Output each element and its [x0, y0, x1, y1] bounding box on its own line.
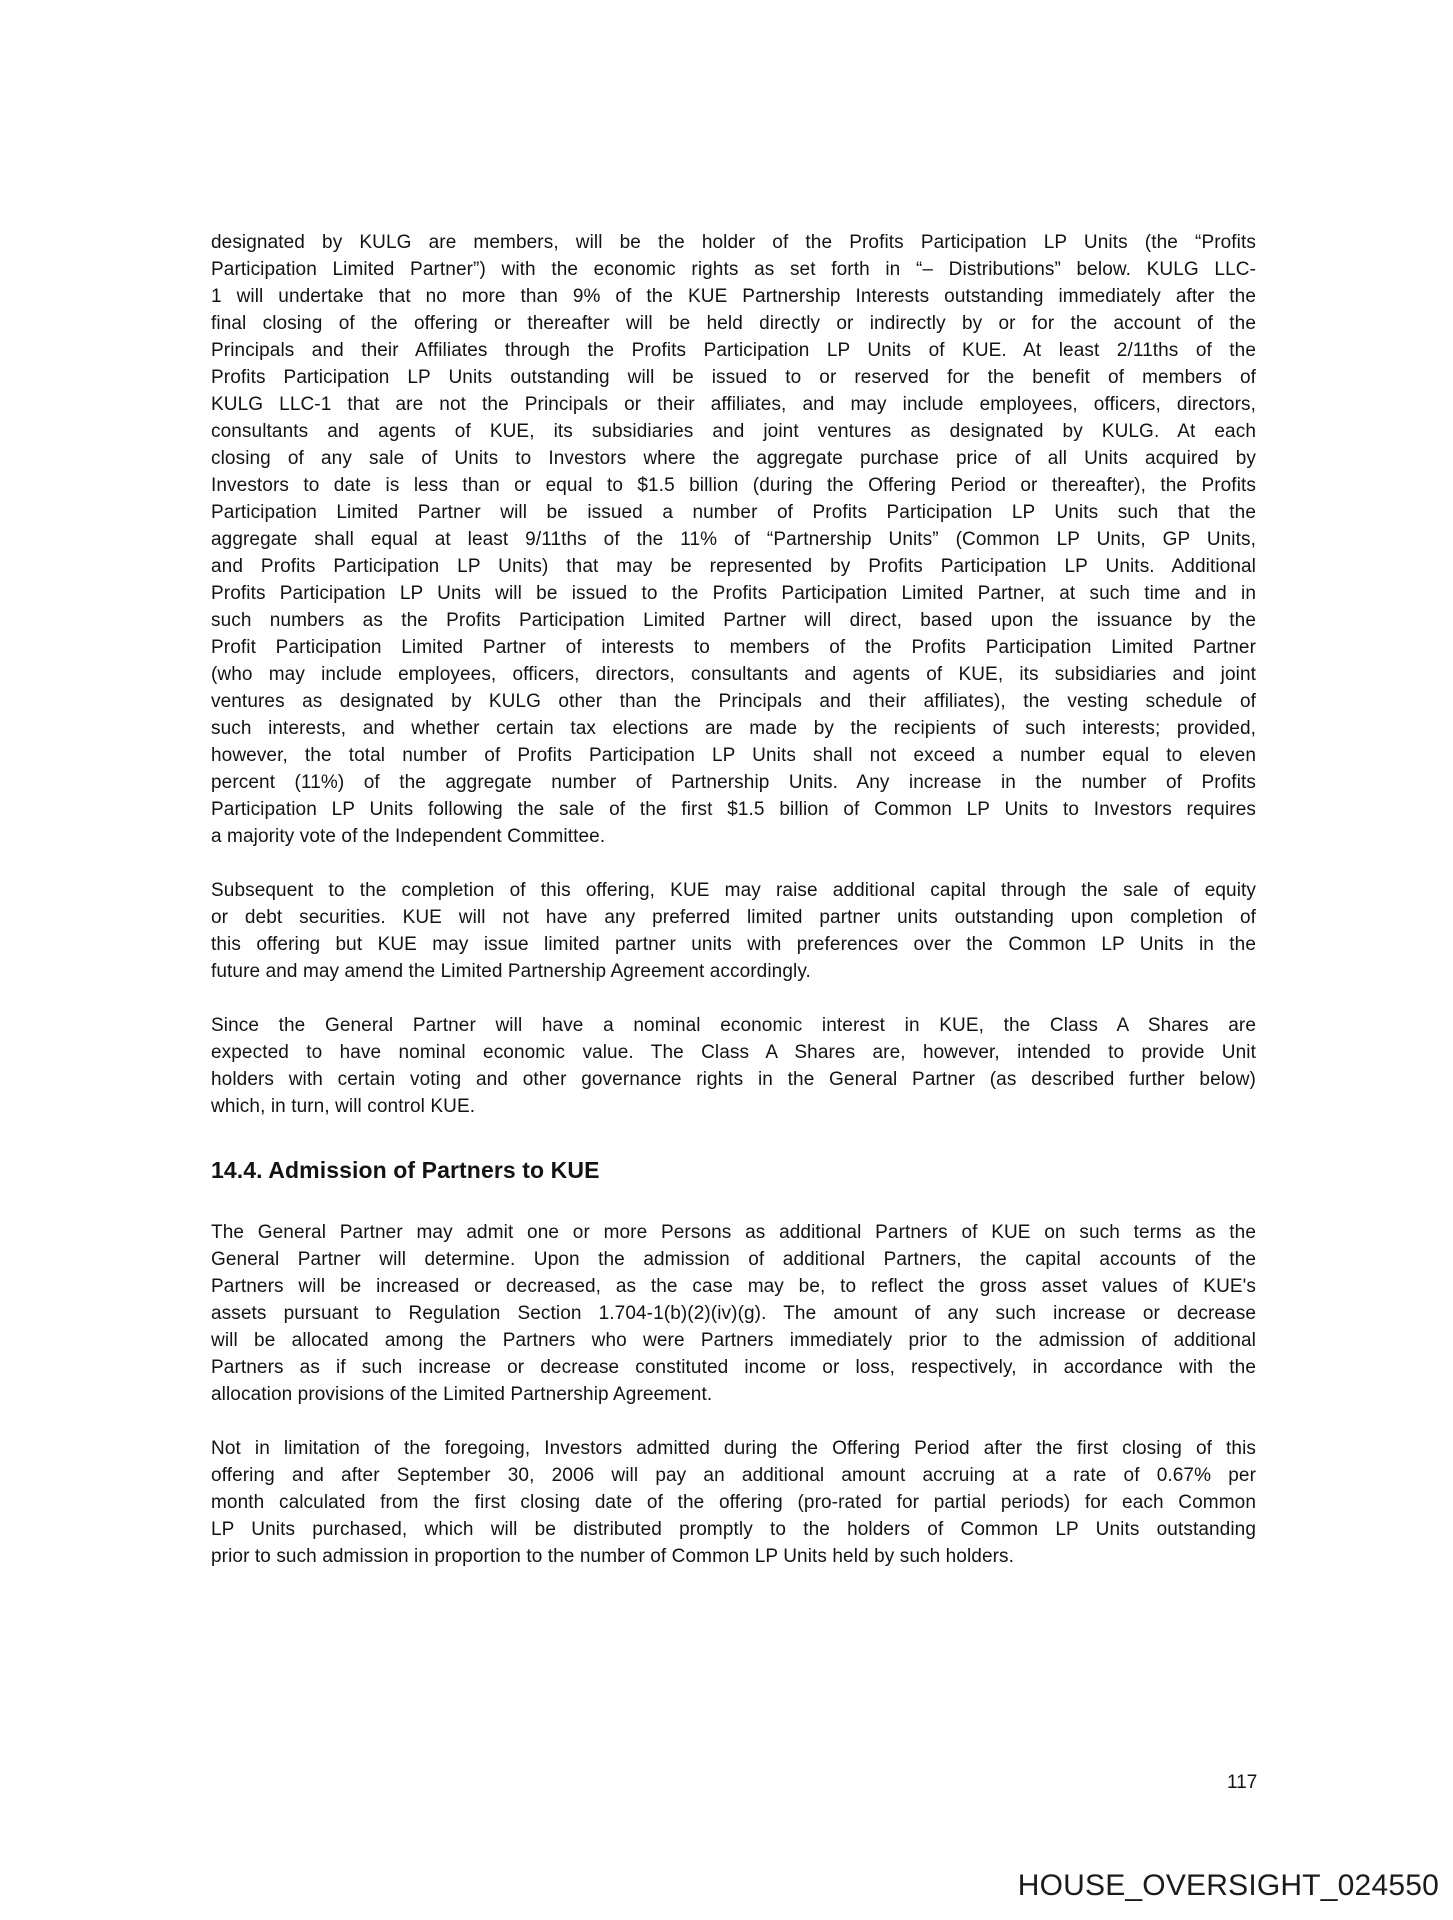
text-line: Subsequent to the completion of this offering, KUE may raise additional capital through the sale of equity: [211, 880, 1256, 901]
text-line: Not in limitation of the foregoing, Investors admitted during the Offering Period after the first closing of this: [211, 1438, 1256, 1459]
paragraph: [211, 877, 1256, 985]
text-line: Profit Participation Limited Partner of interests to members of the Profits Participation Limited Partner: [211, 637, 1256, 658]
text-line: percent (11%) of the aggregate number of Partnership Units. Any increase in the number of Profits: [211, 772, 1256, 793]
page-number: 117: [1227, 1772, 1258, 1793]
text-line: expected to have nominal economic value. The Class A Shares are, however, intended to provide Unit: [211, 1042, 1256, 1063]
text-line: Participation Limited Partner”) with the economic rights as set forth in “– Distributions” below. KULG LLC-: [211, 259, 1256, 280]
text-line: month calculated from the first closing date of the offering (pro-rated for partial periods) for each Common: [211, 1492, 1256, 1513]
text-line: Principals and their Affiliates through the Profits Participation LP Units of KUE. At least 2/11ths of the: [211, 340, 1256, 361]
text-line: final closing of the offering or thereafter will be held directly or indirectly by or for the account of the: [211, 313, 1256, 334]
text-line: Participation LP Units following the sale of the first $1.5 billion of Common LP Units to Investors requires: [211, 799, 1256, 820]
text-line: 1 will undertake that no more than 9% of the KUE Partnership Interests outstanding immediately after the: [211, 286, 1256, 307]
text-line: assets pursuant to Regulation Section 1.704-1(b)(2)(iv)(g). The amount of any such increase or decrease: [211, 1303, 1256, 1324]
text-line: and Profits Participation LP Units) that may be represented by Profits Participation LP Units. Additional: [211, 556, 1256, 577]
section-heading: 14.4. Admission of Partners to KUE: [211, 1157, 600, 1183]
text-line: such numbers as the Profits Participation Limited Partner will direct, based upon the issuance by the: [211, 610, 1256, 631]
text-line: prior to such admission in proportion to the number of Common LP Units held by such holders.: [211, 1546, 1015, 1567]
paragraph: [211, 229, 1256, 850]
text-line: KULG LLC-1 that are not the Principals or their affiliates, and may include employees, officers, directors,: [211, 394, 1256, 415]
text-line: The General Partner may admit one or more Persons as additional Partners of KUE on such terms as the: [211, 1222, 1256, 1243]
text-line: ventures as designated by KULG other than the Principals and their affiliates), the vesting schedule of: [211, 691, 1256, 712]
paragraph: [211, 1219, 1256, 1408]
text-line: closing of any sale of Units to Investors where the aggregate purchase price of all Units acquired by: [211, 448, 1256, 469]
text-line: however, the total number of Profits Participation LP Units shall not exceed a number equal to eleven: [211, 745, 1256, 766]
text-line: Participation Limited Partner will be issued a number of Profits Participation LP Units such that the: [211, 502, 1256, 523]
text-line: Profits Participation LP Units will be issued to the Profits Participation Limited Partner, at such time and in: [211, 583, 1256, 604]
text-line: Since the General Partner will have a nominal economic interest in KUE, the Class A Shares are: [211, 1015, 1256, 1036]
text-line: Partners as if such increase or decrease constituted income or loss, respectively, in accordance with the: [211, 1357, 1256, 1378]
text-line: LP Units purchased, which will be distributed promptly to the holders of Common LP Units outstanding: [211, 1519, 1256, 1540]
paragraph: [211, 1435, 1256, 1570]
text-line: Investors to date is less than or equal to $1.5 billion (during the Offering Period or thereafter), the Profits: [211, 475, 1256, 496]
text-line: holders with certain voting and other governance rights in the General Partner (as described further below): [211, 1069, 1256, 1090]
text-line: will be allocated among the Partners who were Partners immediately prior to the admission of additional: [211, 1330, 1256, 1351]
page-body: [211, 229, 1256, 1597]
text-line: such interests, and whether certain tax elections are made by the recipients of such interests; provided,: [211, 718, 1256, 739]
text-line: General Partner will determine. Upon the admission of additional Partners, the capital accounts of the: [211, 1249, 1256, 1270]
text-line: this offering but KUE may issue limited partner units with preferences over the Common LP Units in the: [211, 934, 1256, 955]
text-line: Partners will be increased or decreased, as the case may be, to reflect the gross asset values of KUE's: [211, 1276, 1256, 1297]
text-line: which, in turn, will control KUE.: [211, 1096, 476, 1117]
text-line: (who may include employees, officers, directors, consultants and agents of KUE, its subsidiaries and joint: [211, 664, 1256, 685]
text-line: consultants and agents of KUE, its subsidiaries and joint ventures as designated by KULG. At each: [211, 421, 1256, 442]
text-line: Profits Participation LP Units outstanding will be issued to or reserved for the benefit of members of: [211, 367, 1256, 388]
bates-stamp: HOUSE_OVERSIGHT_024550: [1017, 1869, 1439, 1902]
text-line: future and may amend the Limited Partnership Agreement accordingly.: [211, 961, 811, 982]
text-line: allocation provisions of the Limited Partnership Agreement.: [211, 1384, 713, 1405]
text-line: a majority vote of the Independent Committee.: [211, 826, 606, 847]
text-line: designated by KULG are members, will be the holder of the Profits Participation LP Units (the “Profits: [211, 232, 1256, 253]
paragraph: [211, 1012, 1256, 1120]
text-line: or debt securities. KUE will not have any preferred limited partner units outstanding upon completion of: [211, 907, 1256, 928]
text-line: aggregate shall equal at least 9/11ths of the 11% of “Partnership Units” (Common LP Units, GP Units,: [211, 529, 1256, 550]
text-line: offering and after September 30, 2006 will pay an additional amount accruing at a rate of 0.67% per: [211, 1465, 1256, 1486]
